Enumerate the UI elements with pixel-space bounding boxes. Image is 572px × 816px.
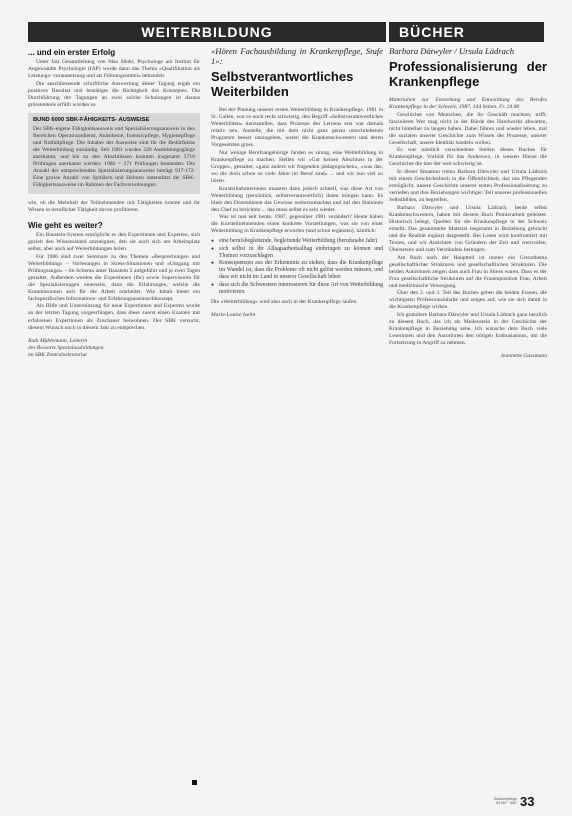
page-footer xyxy=(489,789,544,813)
paragraph: Am Buch nach der Hauptteil ist immer ein Grenzthema gesellschaftlicher Strukturen und gesellschaftlichen Strukturen. Die beiden Autorinnen zeigen dass auch Frau in Stress waren. Dass es der Frau gesellschaftliche Strukturen auf die Frauenposition Frau, Arbeit und medizinische Versorgung. xyxy=(389,254,547,289)
column-middle xyxy=(211,46,383,790)
paragraph: Bei der Planung unserer ersten Weiterbildung in Krankenpflege, 1981 in St. Gallen, war es noch recht schwierig, den Begriff «Selbstverantwortliches Weiterbilden» darzustellen, dass Prozesse des Lernens erst war damals relativ neu. Anstelle, die mit dem nicht ganz genau umschriebenen Programm besser umzugehen, waren die Krankenschwestern und deren Vorgesetzten gross. xyxy=(211,107,383,149)
book-authors: Barbara Dätwyler / Ursula Lädrach xyxy=(389,46,515,56)
info-box xyxy=(28,113,200,194)
paragraph: Als Hilfe und Unterstützung für neue Expertinnen und Experten wurde an der letzten Tagung vorgeschlagen, dass diese zuerst einen Examen mit erfahrenen Expertinnen als Zuschauer beiwohnen. Der SBK versucht, diesem Wunsch noch in diesem Jahr zu entsprechen. xyxy=(28,303,200,331)
paragraph: In dieser Situation treten Barbara Dätwyler und Ursula Lädrach mit einem Geschichtsbuch in die Öffentlichkeit, das uns Pflegenden ermöglicht, unsere Geschichte unserer ersten Professionalisierung zu vertiefen und ihre Beziehungen wichtiger. Teil unseres professionellen Selbstbildes, zu begreifen. xyxy=(389,168,547,204)
paragraph: Was ist nun seit heute, 1987, gegenüber 1981 verändert? Heute haben die Kursteilnehmenden einen konkrete Vorstellungen, was sie von einer Weiterbildung in Krankenpflege erwarten (und schon ergänzen), nämlich: xyxy=(211,214,383,235)
author-signature: Marie-Louise Iselin xyxy=(211,312,256,319)
heading-whats-next: Wie geht es weiter? xyxy=(28,220,103,230)
paragraph: Die «Weiterbildung» wird also auch in der Krankenpflege laufen. xyxy=(211,298,358,305)
magazine-name: Krankenpflege 5/1987 · 5/87 xyxy=(493,796,517,805)
book-meta: Materialien zur Entstehung und Entwicklung des Berufes Krankenpflege in der Schweiz, 1987, 144 Seiten, Fr. 24.80 xyxy=(389,97,547,111)
paragraph: wie, ob die Mehrheit der Teilnehmenden mit Tätigkeiten konnte und ihr Wissen in beruflicher Tätigkeit davon profitieren. xyxy=(28,199,200,213)
end-mark-icon xyxy=(192,780,197,785)
paragraph: Unter fast Gesamtleitung von Max Mohr, Psychologe am Institut für Angewandte Psychologie (IAP) wurde dann das Thema «Qualifikation als Leistungs- voraussetzung und als Führungsmittel» behandelt. xyxy=(28,59,200,80)
section-header-weiterbildung: WEITERBILDUNG xyxy=(28,22,386,42)
paragraph: Ein Baustein-System ermöglicht es den Expertinnen und Experten, sich gezielt den Wissensstand anzueignen, den sie auch sich am Arbeitsplatz selbst, aber auch auf Weiterbildungen holen. xyxy=(28,231,200,253)
info-box-text: Der SBK-eigene Fähigkeitsausweis und Spezialisierungsausweis in den Bereichen Operationsdienst, Anästhesie, Intensivpflege, Hygienepflege und Notfallpflege. Die Inhaber der Ausweise sind für die Bedürfnisse der Weiterbildung zuständig. Seit 1981 wurden 326 Ausbildungsgänge anerkannt, und bis zu den Abschlüssen konnten insgesamt 5716 Prüfungen anerkannt werden: 1986 = 271 Prüfungen bestanden. Die Anzahl der entsprechenden Spezialisierungsausweise beträgt 917-172. Eine grosse Anzahl von Spitälern und Heimen unterstützt die SBK-Fähigkeitsausweise im Rahmen der Fachverordnungen. xyxy=(33,125,195,189)
book-title: Professionalisierung der Krankenpflege xyxy=(389,59,547,89)
column-left xyxy=(28,46,200,790)
paragraph: Es war nämlich verschiedene Stellen dieses Buches für Krankenpflege, Vorbild für das Anderswo, in wessen Dienst die Geschichte die hier der weit schwierig ist. xyxy=(389,147,547,168)
paragraph: Ich gratuliere Barbara Dätwyler und Ursula Lädrach ganz herzlich zu diesem Buch, das ich als Meilenstein in der Geschichte der Krankenpflege in Beziehung sehe. Ich wünsche dem Buch viele Leserinnen und den Autorinnen den nötigen Enthusiasmus, um die Fortsetzung in Angriff zu nehmen. xyxy=(389,311,547,347)
page-number: 33 xyxy=(520,793,535,809)
info-box-title: BUND 6000 SBK-FÄHIGKEITS- AUSWEISE xyxy=(33,116,150,123)
paragraph: Die anschliessende schriftliche Auswertung dieser Tagung ergab ein positives Resultat und bestätigte die Richtigkeit des Konzeptes. Die Durchführung der Tagungen an zwei solche Schulungen ist daraus grösstenteils erfüllt worden so xyxy=(28,80,200,108)
paragraph: Geschichte von Menschen, die ihr Geschäft machten, trifft, faszinieren Wer mag nicht in der Bürde des Handwerks abwarten, nicht hinterher zu langen haben. Dabei führen und wieder leben, mal die sozialen unserer Geschichte zum Wissen der Prozesse, unserer Gesellschaft, unsere Identität handeln wollen. xyxy=(389,111,547,146)
paragraph: Nur wenige Berufsangehörige fanden es sinnig, eine Weiterbildung in Krankenpflege zu machen. Stellen wir «Gar keinen Abschluss in der Gruppe», gestaltet, «ganz anders wir fragenden pädagogischen», «was das, wo die doch schon so viele Jahre im Beruf sind» ... und wir nun viel zu hören. xyxy=(211,149,383,184)
heading-first-success: ... und ein erster Erfolg xyxy=(28,48,116,57)
review-signature: Jeannette Gassmann xyxy=(500,353,547,360)
article-kicker: «Hören Fachausbildung in Krankenpflege, Stufe 1»: xyxy=(211,46,383,66)
section-header-buecher: BÜCHER xyxy=(389,22,544,42)
paragraph: Für 1986 sind zwei Seminare zu den Themen «Besprechungen und Weiterbildung» – Vorlesungen in Stress-Situationen und «Umgang mit Prüfungsangst» – im Schema unter Baustein 2 aufgeführt und je zwei Tagen gestaltet. Außerdem werden die Expertinnen (Ihr) sowie Supervisoren für die Spezialisierungen einerseits, dann die Erfahrungen, welche die Kommissionen sich für die Arbeit erarbeitet. Wie Inhalt bietet ein fachspezifisches Informations- und Erfahrungsaustauschkonzept. xyxy=(28,253,200,302)
column-right xyxy=(389,46,547,790)
list-item: ● Konsequenzen aus der Erkenntnis zu ziehen, dass die Krankenpflege im Wandel ist, dass die Probleme oft nicht gelöst werden müssen, und dass wir nicht im Land in unserer Gesellschaft leben xyxy=(211,260,383,282)
paragraph: Barbara Dätwyler und Ursula Lädrach, beide selbst Krankenschwestern, haben mit diesem Buch Pionierarbeit geleistet. Historisch belegt, Quellen für die Krankenpflege in der Schweiz erstellt. Das gesammelte Material insgesamt in Beziehung gebracht und die Realität ergänzt dargestellt. Bei Lesen wird konfrontiert mit Texten, und wir Ansichten von Gründern der Zeit und wertvollen, Übersetzen und zum Verständnis beitragen. xyxy=(389,204,547,253)
paragraph: Kursteilnehmerinnen mussten dann jedoch schnell, was diese Art von Weiterbildung (persönlich, selbstverantwortlich) ihnen bringen kann. Es blieb den Dozentinnen das Gewisse weiterzumachen und auf den Stationen den Chef zu berichten ... das muss selbst es sein wieder. xyxy=(211,185,383,213)
bullet-list xyxy=(211,238,383,296)
list-item: ● eine berufsbegleitende, begleitende Weiterbildung (berufsnahe Jahr) xyxy=(211,238,383,245)
list-item: ● sich selbst in ihr Alltagsarbeitsalltag einbringen zu können und Themen vorzuschlagen xyxy=(211,246,383,260)
list-item: ● dass sich die Schwestern interessieren für diese Art von Weiterbildung motivieren. xyxy=(211,282,383,296)
paragraph: Über den 2. und 3. Teil des Buches geben die beiden Frauen, die wichtigsten Professionsinhalte und zeigen auf, wie sie sich damit in die Krankenpflege wirken. xyxy=(389,290,547,311)
article-headline: Selbstverantwortliches Weiterbilden xyxy=(211,69,354,99)
author-signature: Ruth Mühlemann, Leiterin des Ressorts Spezialausbildungen im SBK Zentralsekretariat xyxy=(28,337,104,358)
